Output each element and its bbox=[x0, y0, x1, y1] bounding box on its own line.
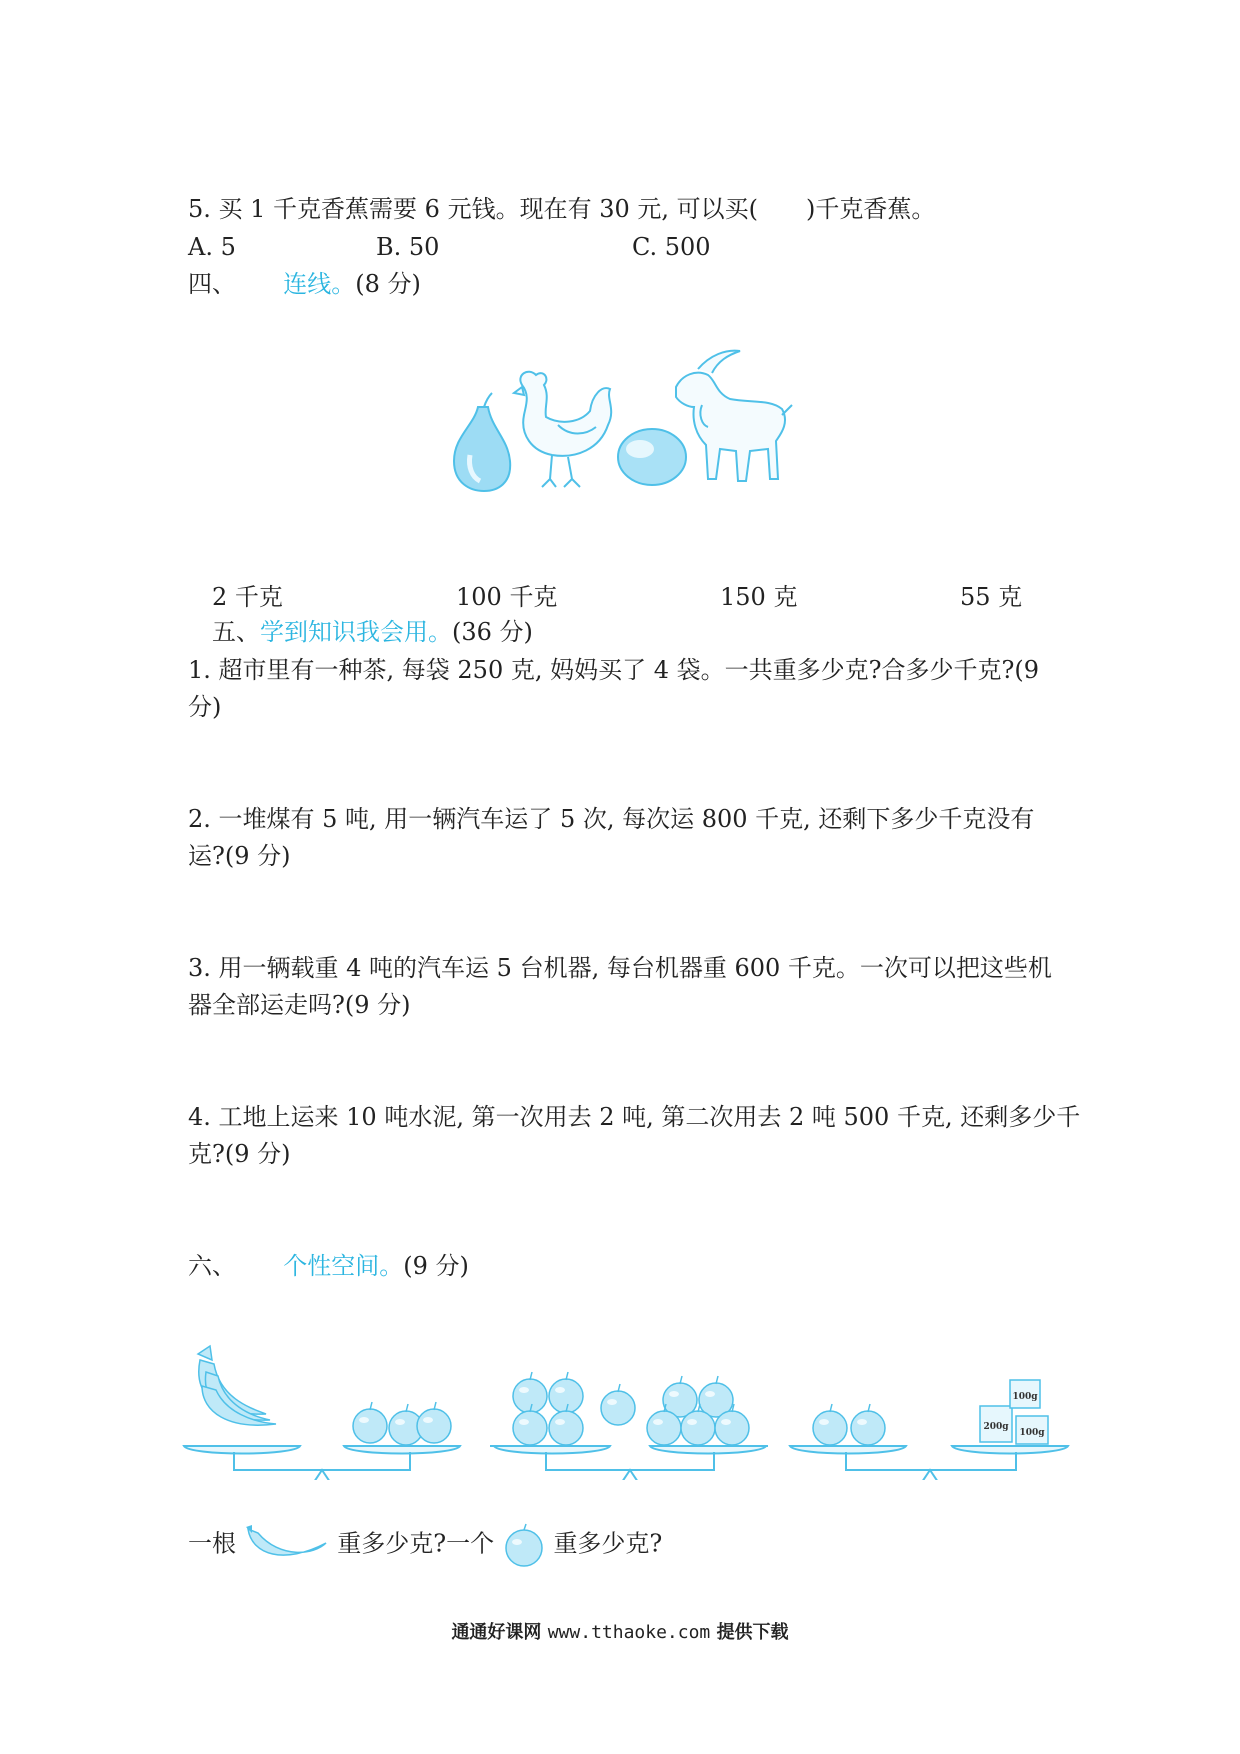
problem-3-line-2: 器全部运走吗?(9 分) bbox=[188, 991, 411, 1019]
question-5: 5. 买 1 千克香蕉需要 6 元钱。现在有 30 元, 可以买( )千克香蕉。 bbox=[188, 195, 936, 223]
problem-3-line-1: 3. 用一辆载重 4 吨的汽车运 5 台机器, 每台机器重 600 千克。一次可以把这些机 bbox=[188, 954, 1052, 982]
question-part-2: 重多少克?一个 bbox=[337, 1529, 495, 1558]
weight-label: 100g bbox=[1019, 1428, 1045, 1438]
footer bbox=[0, 1618, 1240, 1644]
unit-label: 2 千克 bbox=[212, 583, 283, 611]
unit-label: 100 千克 bbox=[456, 583, 558, 611]
section-6-heading bbox=[188, 1250, 469, 1282]
section-score: (8 分) bbox=[355, 270, 421, 298]
problem-1-line-2: 分) bbox=[188, 693, 222, 721]
problem-2-line-2: 运?(9 分) bbox=[188, 842, 291, 870]
animals-illustration bbox=[440, 345, 800, 495]
section-4-heading bbox=[188, 268, 421, 300]
section-number: 六、 bbox=[188, 1252, 236, 1280]
section-score: (36 分) bbox=[452, 618, 533, 646]
section-score: (9 分) bbox=[403, 1252, 469, 1280]
banana-icon bbox=[244, 1525, 330, 1565]
section-title: 学到知识我会用。 bbox=[260, 618, 452, 646]
footer-suffix: 提供下载 bbox=[716, 1622, 789, 1643]
question-part-1: 一根 bbox=[188, 1529, 236, 1558]
option-b: B. 50 bbox=[376, 233, 440, 261]
weight-label: 100g bbox=[1012, 1392, 1038, 1402]
section-number: 四、 bbox=[188, 270, 236, 298]
section-title: 连线。 bbox=[283, 270, 356, 298]
scale-3 bbox=[790, 1380, 1068, 1480]
option-a: A. 5 bbox=[188, 233, 236, 261]
scale-2 bbox=[490, 1372, 768, 1480]
option-c: C. 500 bbox=[632, 233, 711, 261]
unit-label: 55 克 bbox=[960, 583, 1023, 611]
problem-4-line-2: 克?(9 分) bbox=[188, 1140, 291, 1168]
section-number: 五、 bbox=[212, 618, 260, 646]
footer-url[interactable]: www.tthaoke.com bbox=[547, 1622, 711, 1643]
goat-icon bbox=[676, 351, 792, 481]
section-title: 个性空间。 bbox=[283, 1252, 404, 1280]
unit-label: 150 克 bbox=[720, 583, 798, 611]
problem-2-line-1: 2. 一堆煤有 5 吨, 用一辆汽车运了 5 次, 每次运 800 千克, 还剩下多少千克没有 bbox=[188, 805, 1035, 833]
balance-scales-illustration bbox=[180, 1320, 1080, 1480]
banana-bunch-icon bbox=[198, 1346, 276, 1425]
egg-icon bbox=[618, 429, 686, 485]
weight-label: 200g bbox=[983, 1422, 1009, 1432]
section-5-heading bbox=[212, 616, 533, 648]
problem-4-line-1: 4. 工地上运来 10 吨水泥, 第一次用去 2 吨, 第二次用去 2 吨 500 千克, 还剩多少千 bbox=[188, 1103, 1081, 1131]
hen-icon bbox=[514, 372, 611, 487]
weights-icon bbox=[980, 1380, 1048, 1444]
pear-icon bbox=[454, 393, 510, 491]
apple-icon bbox=[502, 1522, 546, 1568]
footer-site: 通通好课网 bbox=[451, 1622, 542, 1643]
final-question bbox=[188, 1522, 662, 1568]
question-part-3: 重多少克? bbox=[553, 1529, 663, 1558]
problem-1-line-1: 1. 超市里有一种茶, 每袋 250 克, 妈妈买了 4 袋。一共重多少克?合多少千克?(9 bbox=[188, 656, 1040, 684]
